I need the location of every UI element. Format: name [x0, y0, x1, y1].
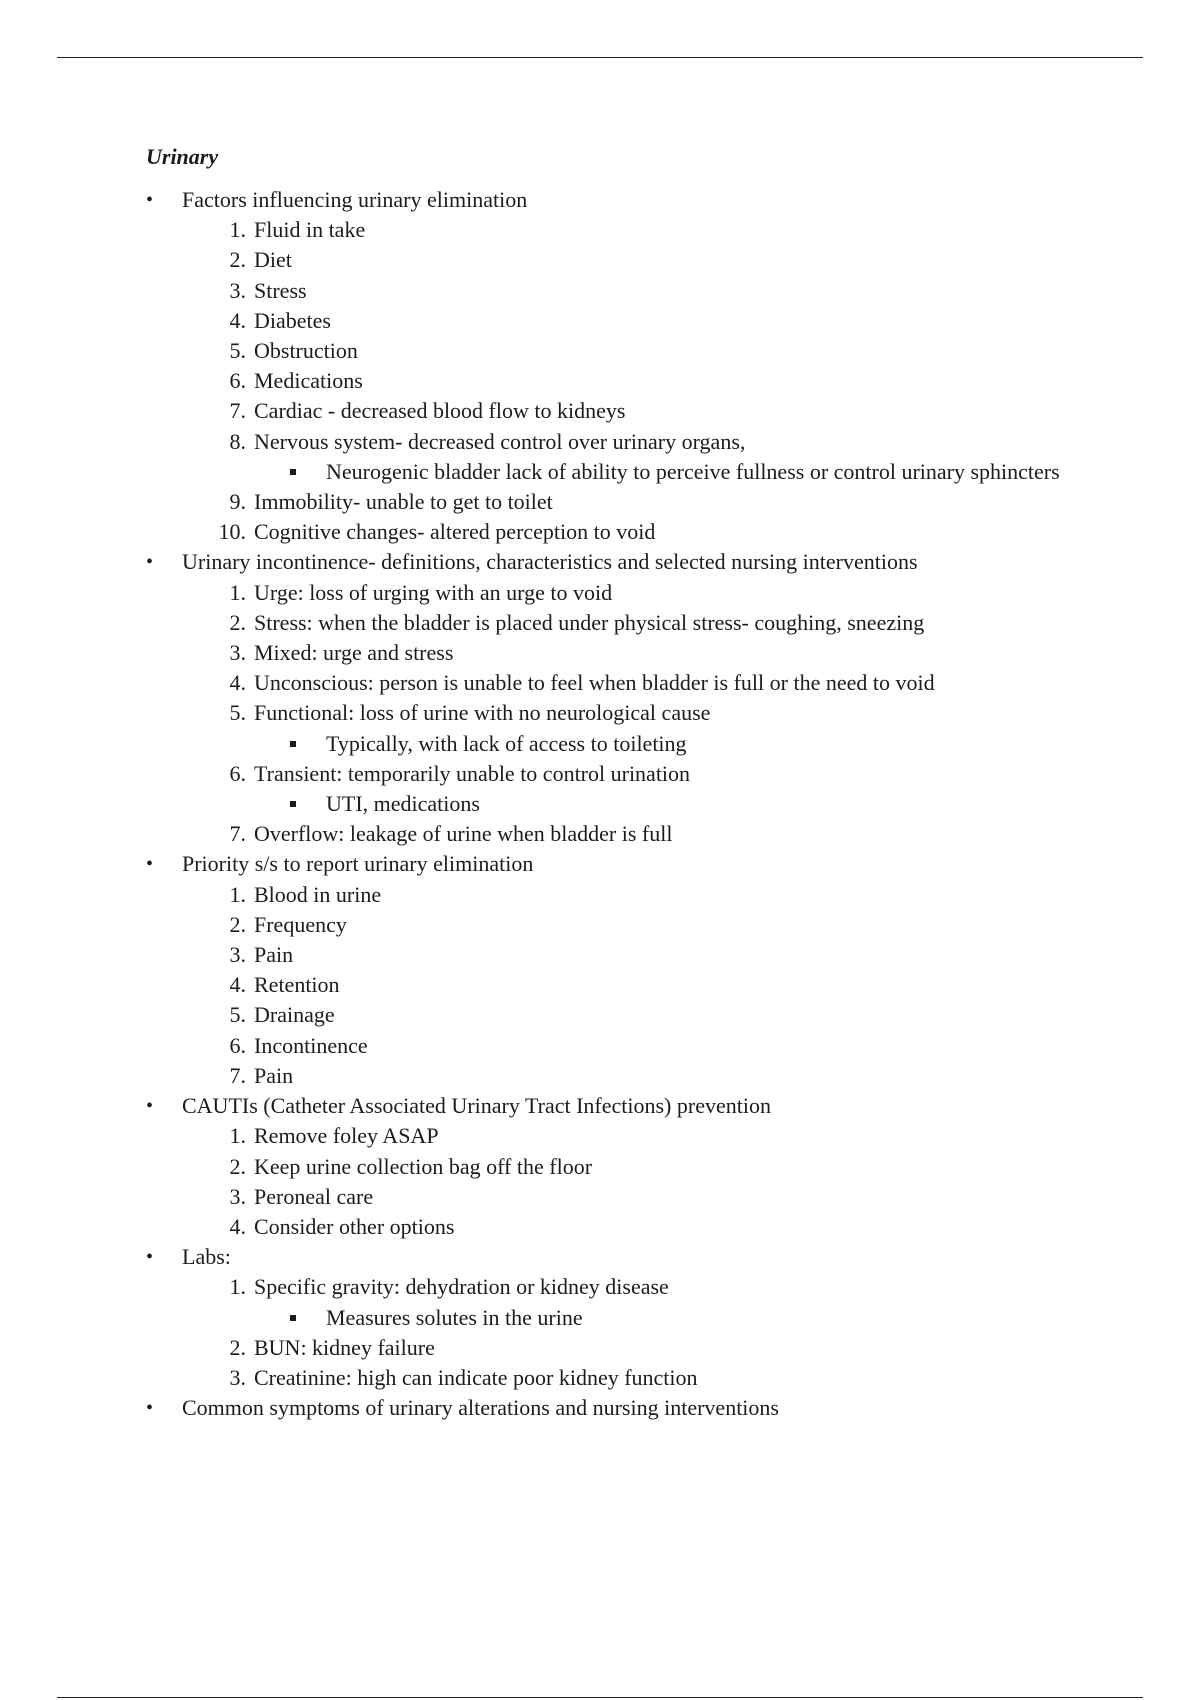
- item-text: Mixed: urge and stress: [254, 640, 454, 666]
- item-number: 1.: [229, 217, 246, 243]
- sub-bullet-item: [146, 729, 1066, 759]
- item-number: 2.: [229, 911, 246, 937]
- item-text: Pain: [254, 942, 294, 968]
- sub-bullet-text: UTI, medications: [326, 791, 480, 817]
- item-number: 6.: [229, 368, 246, 394]
- bullet-item: [146, 185, 1066, 215]
- item-text: Specific gravity: dehydration or kidney disease: [254, 1274, 669, 1300]
- item-text: Cognitive changes- altered perception to void: [254, 519, 656, 545]
- bullet-icon: •: [146, 551, 154, 574]
- item-number: 6.: [229, 760, 246, 786]
- bullet-icon: •: [146, 189, 154, 211]
- numbered-item: [146, 910, 1066, 940]
- bullet-text: CAUTIs (Catheter Associated Urinary Tract Infections) prevention: [182, 1093, 771, 1119]
- numbered-item: [146, 759, 1066, 789]
- bullet-item: [146, 547, 1066, 577]
- numbered-item: [146, 1212, 1066, 1242]
- item-text: Fluid in take: [254, 217, 366, 243]
- item-text: Diet: [254, 247, 292, 273]
- item-text: Transient: temporarily unable to control urination: [254, 760, 691, 786]
- square-bullet-icon: [290, 469, 296, 475]
- item-text: Keep urine collection bag off the floor: [254, 1153, 593, 1179]
- item-number: 1.: [229, 1274, 246, 1300]
- item-number: 7.: [229, 821, 246, 847]
- numbered-item: [146, 396, 1066, 426]
- bullet-text: Priority s/s to report urinary elimination: [182, 851, 534, 877]
- numbered-item: [146, 517, 1066, 547]
- item-text: Functional: loss of urine with no neurological cause: [254, 700, 711, 726]
- numbered-item: [146, 215, 1066, 245]
- item-text: Cardiac - decreased blood flow to kidneys: [254, 398, 626, 424]
- item-number: 2.: [229, 247, 246, 273]
- outline-list: [146, 185, 1066, 1423]
- item-text: Unconscious: person is unable to feel when bladder is full or the need to void: [254, 670, 935, 696]
- item-text: Peroneal care: [254, 1183, 374, 1209]
- section-heading: Urinary: [146, 144, 219, 169]
- item-number: 3.: [229, 1364, 246, 1390]
- sub-bullet-text: Neurogenic bladder lack of ability to perceive fullness or control urinary sphincters: [326, 458, 1060, 484]
- item-number: 7.: [229, 398, 246, 424]
- numbered-item: [146, 1031, 1066, 1061]
- numbered-item: [146, 1272, 1066, 1302]
- item-number: 4.: [229, 307, 246, 333]
- item-number: 4.: [229, 670, 246, 696]
- bullet-item: [146, 1393, 1066, 1423]
- sub-bullet-item: [146, 1303, 1066, 1333]
- item-text: Retention: [254, 972, 340, 998]
- numbered-item: [146, 1061, 1066, 1091]
- item-number: 1.: [229, 1123, 246, 1149]
- numbered-item: [146, 578, 1066, 608]
- item-text: Immobility- unable to get to toilet: [254, 489, 553, 515]
- bullet-text: Common symptoms of urinary alterations and nursing interventions: [182, 1395, 779, 1421]
- item-number: 4.: [229, 972, 246, 998]
- item-number: 3.: [229, 277, 246, 303]
- bullet-text: Labs:: [182, 1244, 231, 1270]
- bullet-item: [146, 1091, 1066, 1121]
- numbered-item: [146, 638, 1066, 668]
- item-number: 5.: [229, 338, 246, 364]
- item-text: Remove foley ASAP: [254, 1123, 439, 1149]
- bullet-icon: •: [146, 1095, 154, 1118]
- item-number: 1.: [229, 881, 246, 907]
- item-number: 2.: [229, 609, 246, 635]
- bullet-text: Factors influencing urinary elimination: [182, 187, 528, 212]
- item-text: Stress: when the bladder is placed under physical stress- coughing, sneezing: [254, 609, 925, 635]
- numbered-item: [146, 668, 1066, 698]
- item-text: Creatinine: high can indicate poor kidney function: [254, 1364, 698, 1390]
- numbered-item: [146, 970, 1066, 1000]
- numbered-item: [146, 1000, 1066, 1030]
- bullet-item: [146, 1242, 1066, 1272]
- numbered-item: [146, 1152, 1066, 1182]
- item-number: 8.: [229, 428, 246, 454]
- document-body: [146, 142, 1066, 1423]
- item-number: 10.: [218, 519, 246, 545]
- sub-bullet-item: [146, 789, 1066, 819]
- top-rule: [57, 57, 1143, 58]
- numbered-item: [146, 698, 1066, 728]
- numbered-item: [146, 1121, 1066, 1151]
- item-number: 1.: [229, 579, 246, 605]
- numbered-item: [146, 940, 1066, 970]
- item-number: 2.: [229, 1334, 246, 1360]
- numbered-item: [146, 306, 1066, 336]
- item-number: 3.: [229, 640, 246, 666]
- sub-bullet-text: Typically, with lack of access to toileting: [326, 730, 687, 756]
- item-number: 3.: [229, 942, 246, 968]
- item-number: 3.: [229, 1183, 246, 1209]
- item-text: Incontinence: [254, 1032, 368, 1058]
- numbered-item: [146, 608, 1066, 638]
- bullet-item: [146, 849, 1066, 879]
- item-number: 6.: [229, 1032, 246, 1058]
- numbered-item: [146, 819, 1066, 849]
- numbered-item: [146, 487, 1066, 517]
- item-text: Pain: [254, 1062, 294, 1088]
- item-number: 2.: [229, 1153, 246, 1179]
- item-text: Obstruction: [254, 338, 358, 364]
- bullet-icon: •: [146, 853, 154, 876]
- numbered-item: [146, 1333, 1066, 1363]
- item-text: Medications: [254, 368, 363, 394]
- square-bullet-icon: [290, 1315, 296, 1321]
- item-text: Nervous system- decreased control over urinary organs,: [254, 428, 746, 454]
- item-text: Urge: loss of urging with an urge to void: [254, 579, 613, 605]
- item-number: 4.: [229, 1213, 246, 1239]
- square-bullet-icon: [290, 741, 296, 747]
- item-number: 9.: [229, 489, 246, 515]
- bullet-icon: •: [146, 1397, 154, 1420]
- bottom-rule: [57, 1697, 1143, 1698]
- item-text: Stress: [254, 277, 307, 303]
- item-text: Frequency: [254, 911, 347, 937]
- numbered-item: [146, 427, 1066, 457]
- numbered-item: [146, 245, 1066, 275]
- item-text: BUN: kidney failure: [254, 1334, 435, 1360]
- numbered-item: [146, 880, 1066, 910]
- item-text: Blood in urine: [254, 881, 382, 907]
- item-text: Overflow: leakage of urine when bladder is full: [254, 821, 673, 847]
- numbered-item: [146, 1182, 1066, 1212]
- numbered-item: [146, 336, 1066, 366]
- numbered-item: [146, 366, 1066, 396]
- item-number: 5.: [229, 1002, 246, 1028]
- numbered-item: [146, 1363, 1066, 1393]
- item-text: Diabetes: [254, 307, 331, 333]
- item-number: 7.: [229, 1062, 246, 1088]
- sub-bullet-item: [146, 457, 1066, 487]
- bullet-icon: •: [146, 1246, 154, 1269]
- square-bullet-icon: [290, 801, 296, 807]
- bullet-text: Urinary incontinence- definitions, characteristics and selected nursing interventions: [182, 549, 918, 575]
- item-number: 5.: [229, 700, 246, 726]
- item-text: Drainage: [254, 1002, 335, 1028]
- sub-bullet-text: Measures solutes in the urine: [326, 1304, 583, 1330]
- numbered-item: [146, 276, 1066, 306]
- item-text: Consider other options: [254, 1213, 455, 1239]
